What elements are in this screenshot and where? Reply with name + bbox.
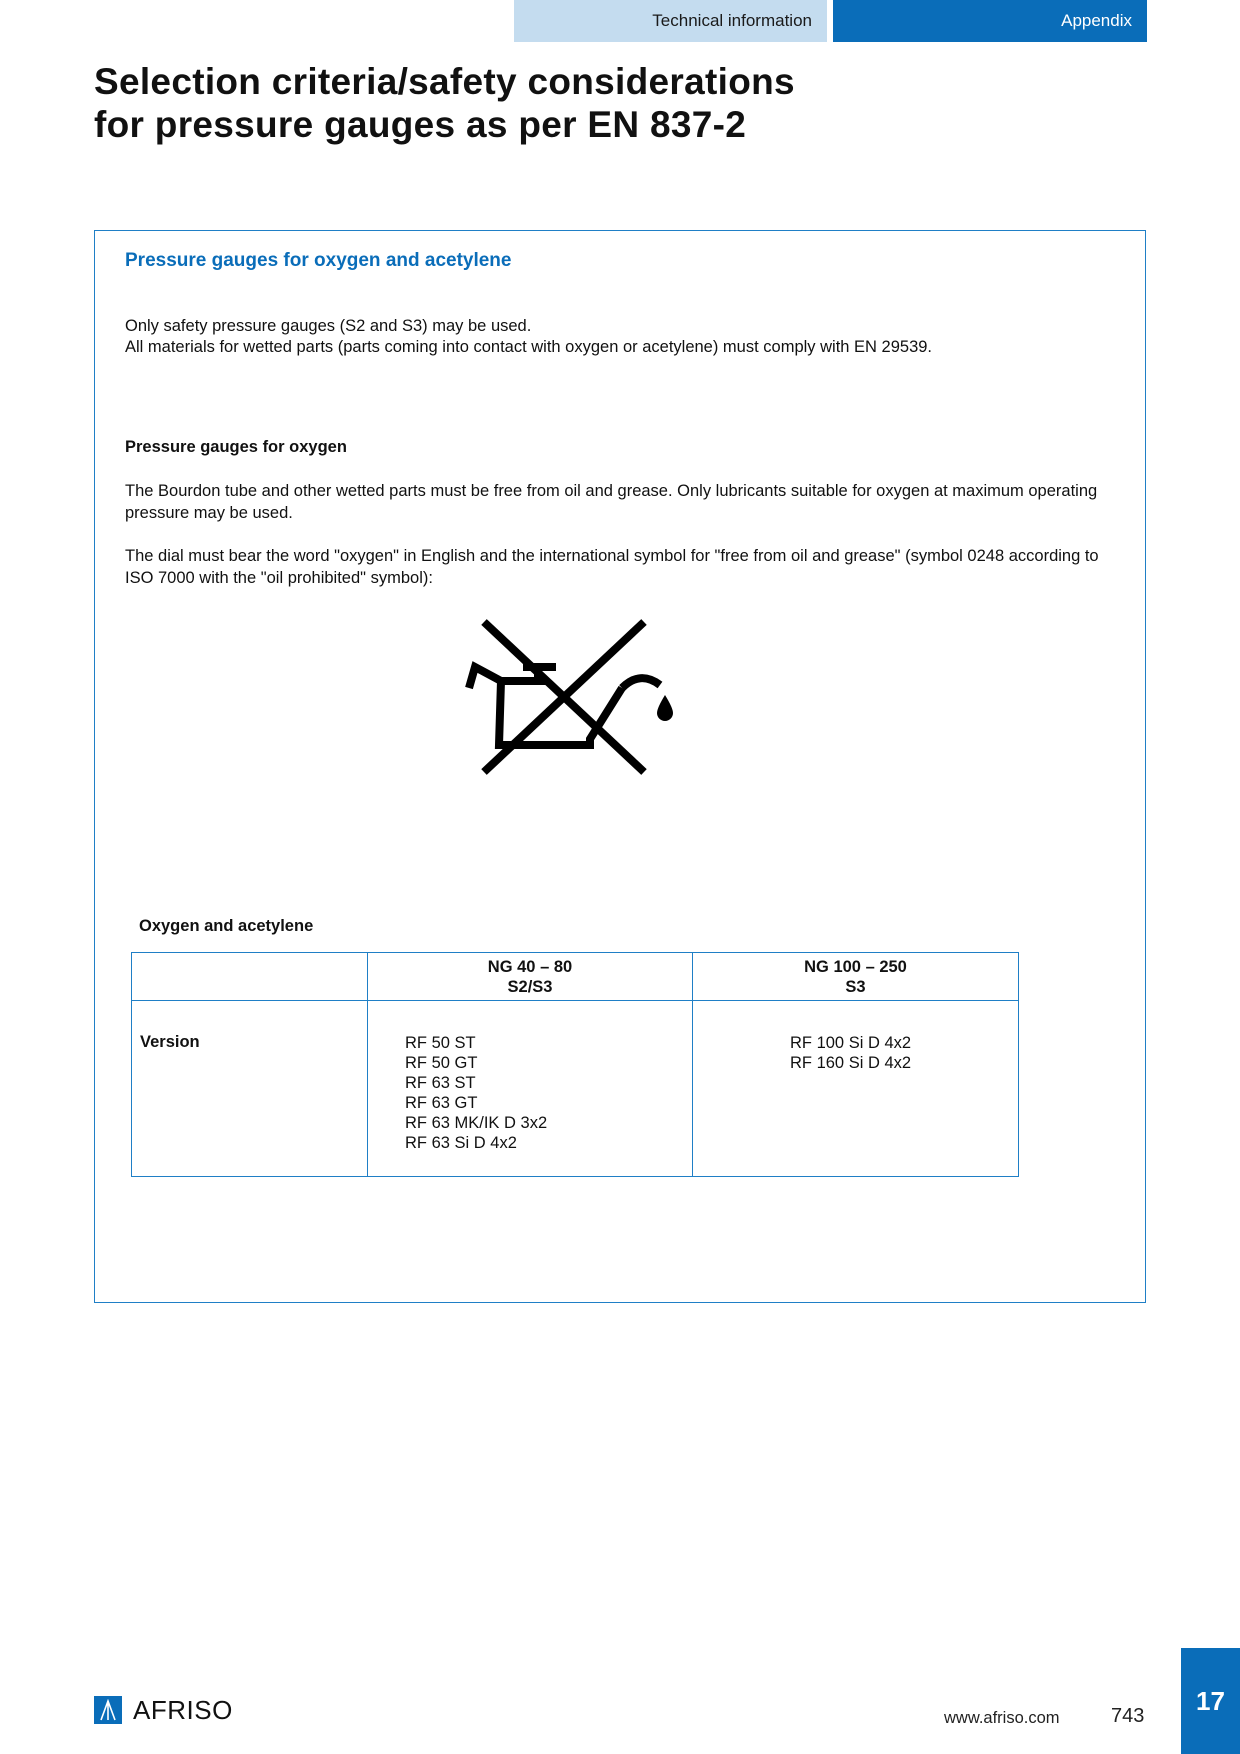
- header-class-label: S2/S3: [507, 977, 553, 996]
- list-item: RF 50 GT: [405, 1054, 478, 1072]
- page-title-line-2: for pressure gauges as per EN 837-2: [94, 104, 747, 145]
- list-item: RF 63 ST: [405, 1074, 476, 1092]
- table-header-ng40: [368, 953, 693, 1001]
- version-list-ng100: [693, 1001, 1019, 1177]
- page-number: 743: [1111, 1705, 1145, 1727]
- table-caption: Oxygen and acetylene: [139, 917, 314, 935]
- chapter-tab: 17: [1181, 1648, 1240, 1754]
- afriso-logo-icon: [94, 1696, 122, 1724]
- header-size-label: NG 40 – 80: [487, 957, 573, 976]
- page-title-line-1: Selection criteria/safety considerations: [94, 61, 795, 102]
- row-label-version: Version: [132, 1001, 368, 1177]
- section-heading: Pressure gauges for oxygen and acetylene: [125, 250, 512, 271]
- list-item: RF 100 Si D 4x2: [790, 1034, 912, 1052]
- list-item: RF 50 ST: [405, 1034, 476, 1052]
- afriso-logo: [94, 1696, 233, 1724]
- oil-prohibited-icon: [450, 615, 680, 780]
- oxygen-heading: Pressure gauges for oxygen: [125, 438, 347, 456]
- list-item: RF 63 MK/IK D 3x2: [405, 1114, 548, 1132]
- intro-line-1: Only safety pressure gauges (S2 and S3) may be used.: [125, 317, 532, 335]
- spec-table: [131, 952, 1019, 1177]
- table-header-row: [132, 953, 1019, 1001]
- table-header-empty: [132, 953, 368, 1001]
- footer-website: www.afriso.com: [944, 1709, 1060, 1727]
- header-size-label: NG 100 – 250: [804, 957, 907, 976]
- oxygen-paragraph-1: The Bourdon tube and other wetted parts must be free from oil and grease. Only lubricants suitable for oxygen at maximum operating pressure may be used.: [125, 482, 1098, 522]
- intro-text: [125, 316, 1105, 358]
- header-tab-appendix: Appendix: [833, 0, 1147, 42]
- table-row: [132, 1001, 1019, 1177]
- list-item: RF 160 Si D 4x2: [790, 1054, 912, 1072]
- header-tab-technical-information: Technical information: [514, 0, 827, 42]
- oxygen-paragraph-2: The dial must bear the word "oxygen" in English and the international symbol for "free from oil and grease" (symbol 0248 according to ISO 7000 with the "oil prohibited" symbol):: [125, 547, 1099, 587]
- table-header-ng100: [693, 953, 1019, 1001]
- version-list-ng40: [368, 1001, 693, 1177]
- list-item: RF 63 Si D 4x2: [405, 1134, 517, 1152]
- afriso-logo-text: AFRISO: [133, 1695, 233, 1725]
- intro-line-2: All materials for wetted parts (parts coming into contact with oxygen or acetylene) must comply with EN 29539.: [125, 338, 933, 356]
- list-item: RF 63 GT: [405, 1094, 478, 1112]
- header-class-label: S3: [845, 977, 866, 996]
- page-title: [94, 60, 1094, 146]
